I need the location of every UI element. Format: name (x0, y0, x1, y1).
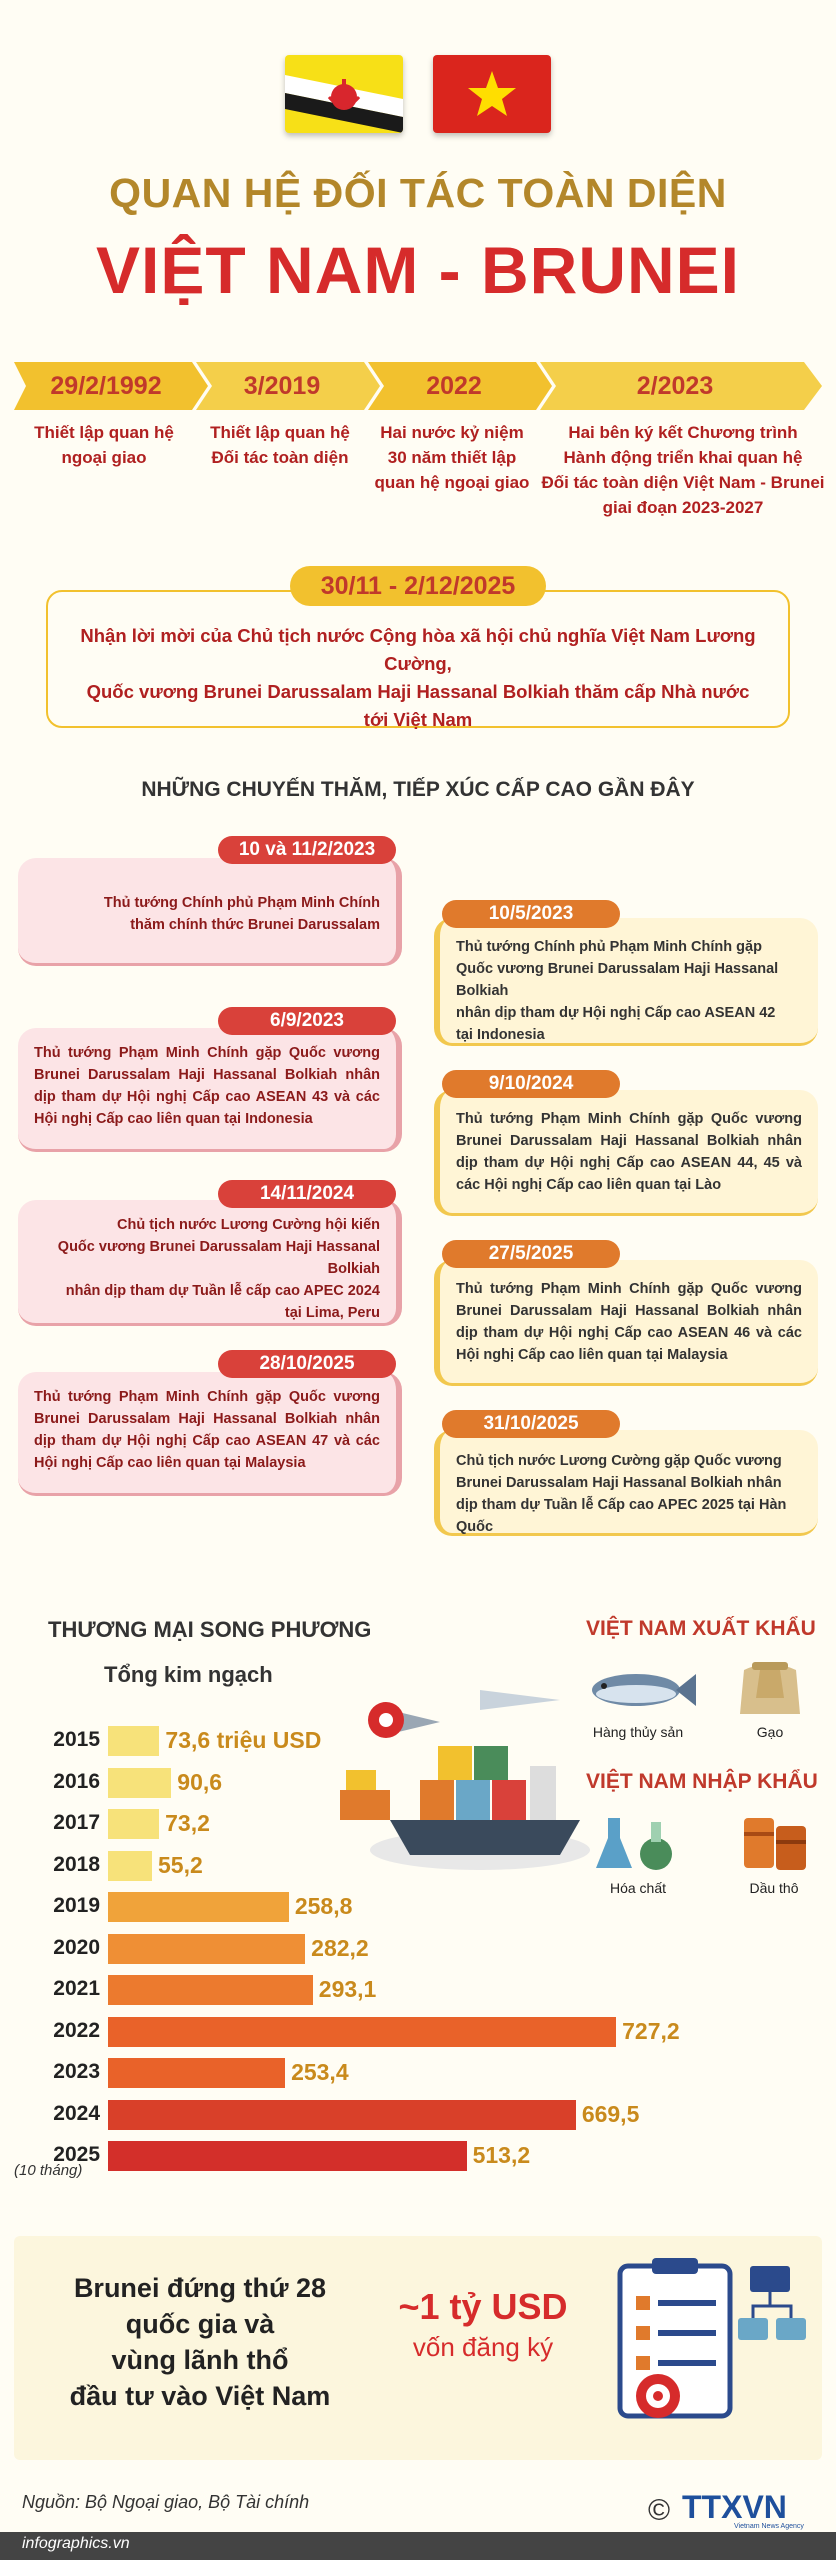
year-label: 2015 (53, 1728, 100, 1751)
export-heading: VIỆT NAM XUẤT KHẨU (586, 1617, 816, 1640)
import-item-2: Dầu thô (749, 1880, 799, 1896)
visit-left-date-4: 28/10/2025 (218, 1350, 396, 1378)
year-label: 2024 (53, 2101, 100, 2125)
cargo-ship-illustration (330, 1670, 590, 1880)
bar-value-label: 513,2 (472, 2142, 531, 2168)
trade-bar (108, 2058, 285, 2088)
year-label: 2020 (53, 1935, 100, 1959)
event-date: 30/11 - 2/12/2025 (290, 566, 546, 606)
visit-right-card-2: Thủ tướng Phạm Minh Chính gặp Quốc vương Brunei Darussalam Haji Hassanal Bolkiah nhân dịp tham dự Hội nghị Cấp cao ASEAN 44, 45 và các Hội nghị Cấp cao liên quan tại Lào (434, 1090, 818, 1216)
visit-right-date-2: 9/10/2024 (442, 1070, 620, 1098)
trade-bar (108, 2100, 576, 2130)
source-note: Nguồn: Bộ Ngoại giao, Bộ Tài chính (22, 2492, 310, 2512)
visit-left-card-4: Thủ tướng Phạm Minh Chính gặp Quốc vương Brunei Darussalam Haji Hassanal Bolkiah nhân dịp tham dự Hội nghị Cấp cao ASEAN 47 và các Hội nghị Cấp cao liên quan tại Malaysia (18, 1372, 402, 1496)
import-item-1: Hóa chất (609, 1880, 667, 1896)
year-label: 2018 (53, 1852, 100, 1876)
visit-right-card-1: Thủ tướng Chính phủ Phạm Minh Chính gặp Quốc vương Brunei Darussalam Haji Hassanal Bolkiah nhân dịp tham dự Hội nghị Cấp cao ASEAN 42 tại Indonesia (434, 918, 818, 1046)
export-item-1: Hàng thủy sản (592, 1724, 684, 1740)
visit-left-date-3: 14/11/2024 (218, 1180, 396, 1208)
trade-bar (108, 1768, 171, 1798)
vietnam-flag (433, 55, 551, 133)
timeline-date-4: 2/2023 (636, 372, 714, 400)
visit-right-card-4: Chủ tịch nước Lương Cường gặp Quốc vương Brunei Darussalam Haji Hassanal Bolkiah nhân dịp tham dự Tuần lễ Cấp cao APEC 2025 tại Hàn Quốc (434, 1430, 818, 1536)
year-label: 2019 (53, 1894, 100, 1917)
year-label: 2021 (53, 1977, 100, 2000)
bar-value-label: 90,6 (177, 1768, 223, 1795)
import-heading: VIỆT NAM NHẬP KHẨU (586, 1770, 818, 1793)
bar-value-label: 73,2 (165, 1810, 210, 1836)
year-label: 2022 (53, 2018, 100, 2042)
visit-right-date-1: 10/5/2023 (442, 900, 620, 928)
trade-bar (108, 1851, 152, 1881)
visits-heading: NHỮNG CHUYẾN THĂM, TIẾP XÚC CẤP CAO GẦN ĐÂY (141, 778, 695, 801)
trade-bar (108, 1975, 313, 2005)
bar-value-label: 293,1 (318, 1976, 377, 2002)
fish-icon (578, 1660, 698, 1720)
timeline-date-3: 2022 (426, 372, 482, 400)
trade-bar (108, 1726, 159, 1756)
footer-site: infographics.vn (22, 2535, 130, 2552)
timeline-desc-3: Hai nước kỷ niệm 30 năm thiết lập quan hệ ngoại giao (374, 423, 530, 492)
year-label: 2025 (53, 2143, 100, 2166)
visit-right-date-4: 31/10/2025 (442, 1410, 620, 1438)
timeline-date-2: 3/2019 (243, 372, 321, 400)
timeline-desc-4: Hai bên ký kết Chương trình Hành động triển khai quan hệ Đối tác toàn diện Việt Nam - Brunei giai đoạn 2023-2027 (541, 423, 825, 517)
trade-bar (108, 1934, 305, 1964)
bar-value-label: 55,2 (158, 1851, 203, 1878)
visit-left-card-3: Chủ tịch nước Lương Cường hội kiến Quốc vương Brunei Darussalam Haji Hassanal Bolkiah nhân dịp tham dự Tuần lễ cấp cao APEC 2024 tại Lima, Peru (18, 1200, 402, 1326)
title-line2: VIỆT NAM - BRUNEI (96, 233, 740, 307)
year-label: 2023 (53, 2060, 100, 2083)
visit-left-card-1: Thủ tướng Chính phủ Phạm Minh Chính thăm chính thức Brunei Darussalam (18, 858, 402, 966)
ttxvn-logo (648, 2488, 818, 2530)
bar-value-label: 727,2 (622, 2017, 680, 2044)
bar-value-label: 669,5 (581, 2100, 640, 2127)
visit-left-card-2: Thủ tướng Phạm Minh Chính gặp Quốc vương Brunei Darussalam Haji Hassanal Bolkiah nhân dịp tham dự Hội nghị Cấp cao ASEAN 43 và các Hội nghị Cấp cao liên quan tại Indonesia (18, 1028, 402, 1152)
copyright-symbol: © (648, 2494, 671, 2527)
export-item-2: Gạo (756, 1724, 784, 1740)
investment-text: Brunei đứng thứ 28 quốc gia và vùng lãnh thổ đầu tư vào Việt Nam (69, 2273, 331, 2411)
event-text: Nhận lời mời của Chủ tịch nước Cộng hòa xã hội chủ nghĩa Việt Nam Lương Cường, Quốc vương Brunei Darussalam Haji Hassanal Bolkiah thăm cấp Nhà nước tới Việt Nam (46, 590, 790, 728)
title-line1: QUAN HỆ ĐỐI TÁC TOÀN DIỆN (109, 170, 727, 216)
visit-right-date-3: 27/5/2025 (442, 1240, 620, 1268)
logo-subtext: Vietnam News Agency (734, 2523, 804, 2530)
visit-right-card-3: Thủ tướng Phạm Minh Chính gặp Quốc vương Brunei Darussalam Haji Hassanal Bolkiah nhân dịp tham dự Hội nghị Cấp cao ASEAN 46 và các Hội nghị Cấp cao liên quan tại Malaysia (434, 1260, 818, 1386)
bar-value-label: 253,4 (291, 2059, 349, 2085)
trade-bar (108, 2017, 616, 2047)
timeline-desc-1: Thiết lập quan hệ ngoại giao (34, 423, 174, 467)
trade-subheading: Tổng kim ngạch (104, 1662, 273, 1687)
bar-value-label: 73,6 triệu USD (165, 1727, 322, 1753)
rice-sack-icon (730, 1654, 810, 1720)
bar-value-label: 282,2 (311, 1934, 369, 1961)
trade-bar (108, 1809, 159, 1839)
timeline-date-1: 29/2/1992 (50, 372, 162, 400)
timeline-desc-2: Thiết lập quan hệ Đối tác toàn diện (210, 423, 350, 467)
bar-value-label: 258,8 (294, 1893, 353, 1919)
investment-label: vốn đăng ký (412, 2332, 554, 2362)
trade-heading: THƯƠNG MẠI SONG PHƯƠNG (48, 1617, 372, 1642)
investment-chart-icon (600, 2246, 810, 2436)
oil-barrel-icon (736, 1804, 812, 1878)
trade-bar (108, 2141, 467, 2171)
year-note: (10 tháng) (14, 2162, 83, 2179)
trade-bar (108, 1892, 289, 1922)
visit-left-date-1: 10 và 11/2/2023 (218, 836, 396, 864)
chemical-flask-icon (588, 1808, 688, 1878)
investment-amount: ~1 tỷ USD (398, 2286, 568, 2327)
year-label: 2016 (53, 1769, 100, 1793)
year-label: 2017 (53, 1811, 100, 1834)
visit-left-date-2: 6/9/2023 (218, 1007, 396, 1035)
brunei-flag (285, 55, 403, 133)
logo-text: TTXVN (682, 2489, 787, 2525)
